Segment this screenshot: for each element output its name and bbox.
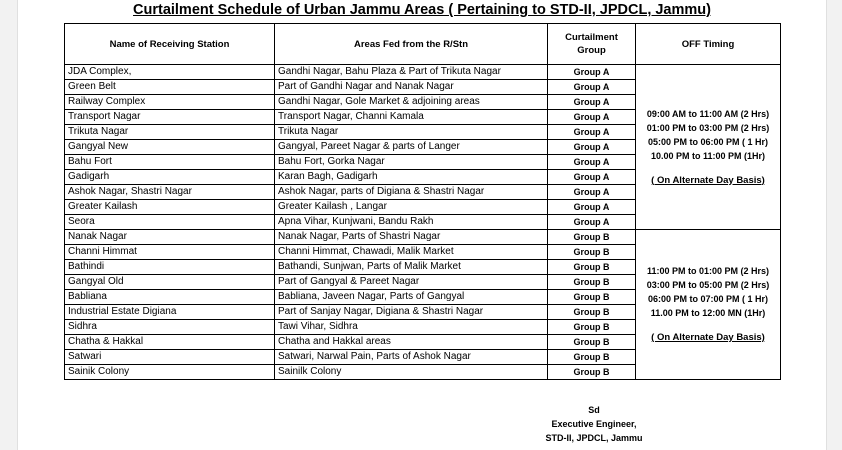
- station-cell: Seora: [65, 215, 275, 230]
- station-cell: Sidhra: [65, 320, 275, 335]
- areas-cell: Satwari, Narwal Pain, Parts of Ashok Nagar: [275, 350, 548, 365]
- station-cell: Nanak Nagar: [65, 230, 275, 245]
- areas-cell: Channi Himmat, Chawadi, Malik Market: [275, 245, 548, 260]
- group-cell: Group A: [548, 140, 636, 155]
- group-cell: Group A: [548, 95, 636, 110]
- areas-cell: Trikuta Nagar: [275, 125, 548, 140]
- areas-cell: Babliana, Javeen Nagar, Parts of Gangyal: [275, 290, 548, 305]
- station-cell: Trikuta Nagar: [65, 125, 275, 140]
- group-cell: Group A: [548, 80, 636, 95]
- areas-cell: Sainilk Colony: [275, 365, 548, 380]
- table-row: [65, 65, 781, 80]
- station-cell: JDA Complex,: [65, 65, 275, 80]
- timing-line: 10.00 PM to 11:00 PM (1Hr): [650, 150, 766, 161]
- timing-line: 11:00 PM to 01:00 PM (2 Hrs): [646, 266, 770, 276]
- station-cell: Ashok Nagar, Shastri Nagar: [65, 185, 275, 200]
- areas-cell: Gangyal, Pareet Nagar & parts of Langer: [275, 140, 548, 155]
- curtailment-table: [64, 23, 781, 380]
- group-cell: Group A: [548, 185, 636, 200]
- timing-group-a: [636, 65, 781, 230]
- areas-cell: Greater Kailash , Langar: [275, 200, 548, 215]
- areas-cell: Bathandi, Sunjwan, Parts of Malik Market: [275, 260, 548, 275]
- group-cell: Group A: [548, 200, 636, 215]
- timing-line: 06:00 PM to 07:00 PM ( 1 Hr): [647, 294, 769, 304]
- timing-line: 01:00 PM to 03:00 PM (2 Hrs): [646, 122, 770, 133]
- signature-office: STD-II, JPDCL, Jammu: [545, 433, 643, 443]
- group-cell: Group B: [548, 335, 636, 350]
- group-cell: Group A: [548, 155, 636, 170]
- group-cell: Group B: [548, 230, 636, 245]
- areas-cell: Apna Vihar, Kunjwani, Bandu Rakh: [275, 215, 548, 230]
- areas-cell: Transport Nagar, Channi Kamala: [275, 110, 548, 125]
- group-cell: Group A: [548, 125, 636, 140]
- areas-cell: Bahu Fort, Gorka Nagar: [275, 155, 548, 170]
- alternate-day-note: ( On Alternate Day Basis): [651, 332, 765, 343]
- timing-line: 11.00 PM to 12:00 MN (1Hr): [650, 308, 766, 318]
- group-cell: Group B: [548, 350, 636, 365]
- group-cell: Group B: [548, 260, 636, 275]
- document-page: [17, 0, 827, 450]
- station-cell: Bathindi: [65, 260, 275, 275]
- areas-cell: Part of Gangyal & Pareet Nagar: [275, 275, 548, 290]
- table-header-row: [65, 24, 781, 65]
- header-timing: OFF Timing: [636, 24, 781, 65]
- header-station: Name of Receiving Station: [65, 24, 275, 65]
- group-cell: Group B: [548, 305, 636, 320]
- timing-line: 05:00 PM to 06:00 PM ( 1 Hr): [647, 136, 769, 147]
- station-cell: Bahu Fort: [65, 155, 275, 170]
- station-cell: Channi Himmat: [65, 245, 275, 260]
- areas-cell: Part of Gandhi Nagar and Nanak Nagar: [275, 80, 548, 95]
- station-cell: Railway Complex: [65, 95, 275, 110]
- station-cell: Gangyal New: [65, 140, 275, 155]
- areas-cell: Part of Sanjay Nagar, Digiana & Shastri Nagar: [275, 305, 548, 320]
- group-cell: Group B: [548, 290, 636, 305]
- group-cell: Group B: [548, 365, 636, 380]
- station-cell: Sainik Colony: [65, 365, 275, 380]
- signature-designation: Executive Engineer,: [551, 419, 637, 429]
- areas-cell: Chatha and Hakkal areas: [275, 335, 548, 350]
- station-cell: Gadigarh: [65, 170, 275, 185]
- group-cell: Group A: [548, 110, 636, 125]
- timing-line: 09:00 AM to 11:00 AM (2 Hrs): [646, 108, 770, 119]
- station-cell: Chatha & Hakkal: [65, 335, 275, 350]
- header-areas: Areas Fed from the R/Stn: [275, 24, 548, 65]
- station-cell: Industrial Estate Digiana: [65, 305, 275, 320]
- station-cell: Greater Kailash: [65, 200, 275, 215]
- areas-cell: Nanak Nagar, Parts of Shastri Nagar: [275, 230, 548, 245]
- signature-sd: Sd: [588, 405, 600, 415]
- signature-block: [524, 403, 664, 445]
- station-cell: Transport Nagar: [65, 110, 275, 125]
- areas-cell: Gandhi Nagar, Bahu Plaza & Part of Trikuta Nagar: [275, 65, 548, 80]
- station-cell: Green Belt: [65, 80, 275, 95]
- alternate-day-note: ( On Alternate Day Basis): [651, 174, 765, 186]
- areas-cell: Tawi Vihar, Sidhra: [275, 320, 548, 335]
- areas-cell: Karan Bagh, Gadigarh: [275, 170, 548, 185]
- group-cell: Group B: [548, 275, 636, 290]
- station-cell: Gangyal Old: [65, 275, 275, 290]
- timing-group-b: [636, 230, 781, 380]
- group-cell: Group A: [548, 65, 636, 80]
- areas-cell: Gandhi Nagar, Gole Market & adjoining areas: [275, 95, 548, 110]
- group-cell: Group A: [548, 215, 636, 230]
- timing-line: 03:00 PM to 05:00 PM (2 Hrs): [646, 280, 770, 290]
- station-cell: Babliana: [65, 290, 275, 305]
- page-title: Curtailment Schedule of Urban Jammu Areas ( Pertaining to STD-II, JPDCL, Jammu): [133, 2, 711, 18]
- station-cell: Satwari: [65, 350, 275, 365]
- table-row: [65, 230, 781, 245]
- areas-cell: Ashok Nagar, parts of Digiana & Shastri Nagar: [275, 185, 548, 200]
- header-group: Curtailment Group: [548, 24, 636, 65]
- group-cell: Group B: [548, 320, 636, 335]
- group-cell: Group A: [548, 170, 636, 185]
- group-cell: Group B: [548, 245, 636, 260]
